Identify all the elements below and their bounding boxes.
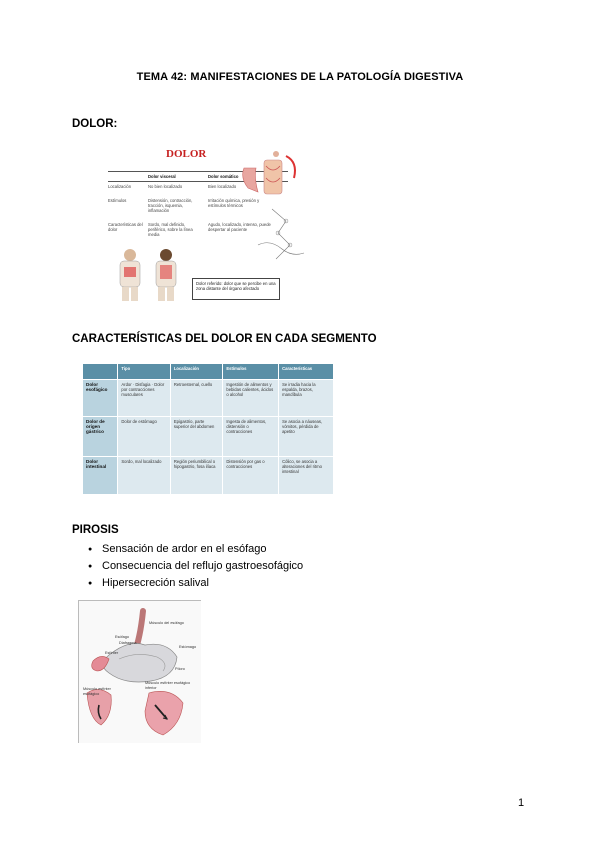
list-item: ● Sensación de ardor en el esófago — [88, 541, 303, 558]
dolor-cell: Bien localizado — [208, 184, 237, 189]
pirosis-bullet-list — [88, 541, 303, 592]
list-item: ● Hipersecreción salival — [88, 575, 303, 592]
seg-cell: Dolor de estómago — [118, 417, 170, 457]
seg-row-label: Dolor intestinal — [83, 457, 118, 495]
reflux-figure — [78, 600, 201, 743]
seg-cell: Ingesta de alimentos, distensión o contracciones — [223, 417, 279, 457]
section-heading-caracteristicas: CARACTERÍSTICAS DEL DOLOR EN CADA SEGMENTO — [72, 333, 377, 345]
seg-header-estimulos: Estímulos — [223, 364, 279, 380]
dolor-note-text: Dolor referido: dolor que se percibe en una zona distante del órgano afectado — [196, 281, 276, 291]
seg-header-tipo: Tipo — [118, 364, 170, 380]
label-estomago: Estómago — [179, 645, 197, 649]
page-number: 1 — [518, 797, 525, 809]
seg-cell: Ingestión de alimentos y bebidas calientes, ácidos o alcohol — [223, 380, 279, 417]
seg-cell: Sordo, mal localizado — [118, 457, 170, 495]
label-esofago: Esófago — [115, 635, 129, 639]
seg-row-label: Dolor esofágico — [83, 380, 118, 417]
label-esfinter-inferior: Músculo esfínter esofágico inferior — [145, 681, 191, 690]
seg-header-empty — [83, 364, 118, 380]
label-piloro: Píloro — [175, 667, 185, 671]
seg-header-localizacion: Localización — [170, 364, 223, 380]
list-item: ● Consecuencia del reflujo gastroesofágico — [88, 558, 303, 575]
seg-cell: Cólico, se asocia a alteraciones del ritmo intestinal — [279, 457, 334, 495]
label-esfinter-esofagico: Músculo esfínter esofágico — [83, 687, 111, 696]
dolor-cell: Irritación química, presión y estímulos térmicos — [208, 198, 260, 208]
dolor-col-somatico: Dolor somático — [208, 174, 239, 179]
dolor-cell: Agudo, localizado, intenso, puede despertar al paciente — [208, 222, 271, 232]
nerve-pathway-sketch — [252, 205, 312, 275]
digestive-organs-illustration — [236, 148, 306, 200]
document-title: TEMA 42: MANIFESTACIONES DE LA PATOLOGÍA DIGESTIVA — [136, 71, 464, 83]
seg-cell: Ardor · Disfagia · Dolor por contracciones musculares — [118, 380, 170, 417]
seg-cell: Se irradia hacia la espalda, brazos, mandíbula — [279, 380, 334, 417]
seg-cell: Distensión por gas o contracciones — [223, 457, 279, 495]
dolor-cell: Sordo, mal definido, periférico, sobre la línea media — [148, 222, 193, 237]
seg-cell: Se asocia a náuseas, vómitos, pérdida de apetito — [279, 417, 334, 457]
label-musculo-esofago: Músculo del esófago — [149, 621, 184, 625]
label-diafragma: Diafragma — [119, 641, 137, 645]
seg-cell: Epigastrio, parte superior del abdomen — [170, 417, 223, 457]
section-heading-dolor: DOLOR: — [72, 118, 118, 130]
segment-pain-table-grid — [82, 363, 334, 495]
dolor-col-visceral: Dolor visceral — [148, 174, 176, 179]
dolor-cell: Distensión, contracción, tracción, isquemia, inflamación — [148, 198, 193, 213]
seg-header-caracteristicas: Características — [279, 364, 334, 380]
seg-row-label: Dolor de origen gástrico — [83, 417, 118, 457]
label-esfinter: Esfínter — [105, 651, 119, 655]
dolor-row-label: Características del dolor — [108, 222, 143, 232]
dolor-row-label: Localización — [108, 184, 132, 189]
dolor-row-label: Estímulos — [108, 198, 127, 203]
dolor-figure-heading: DOLOR — [166, 148, 207, 160]
referred-pain-figures-illustration — [108, 247, 188, 301]
section-heading-pirosis: PIROSIS — [72, 524, 119, 536]
seg-cell: Región periumbilical o hipogastrio, fosa ilíaca — [170, 457, 223, 495]
dolor-note-box — [192, 278, 280, 300]
segment-pain-table — [82, 363, 334, 494]
dolor-cell: No bien localizado — [148, 184, 183, 189]
seg-cell: Retroesternal, cuello — [170, 380, 223, 417]
